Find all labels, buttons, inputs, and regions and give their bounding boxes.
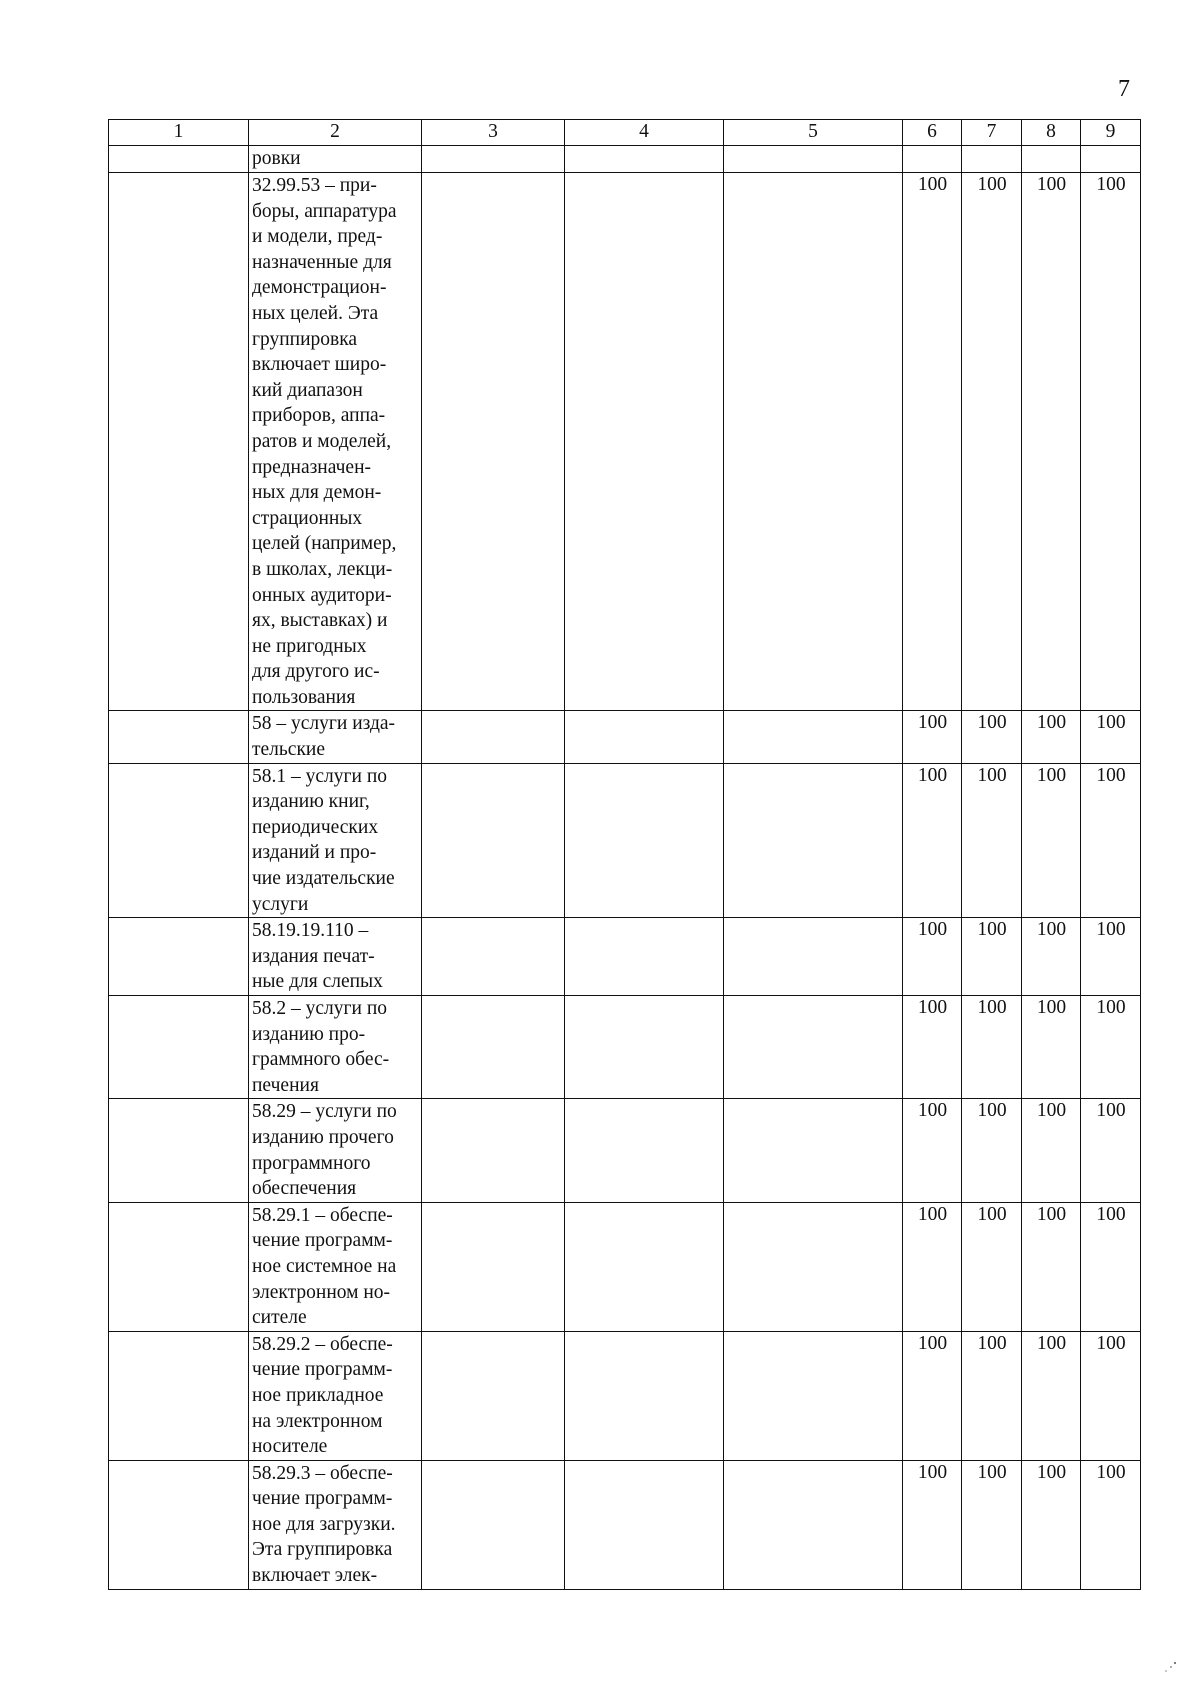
cell-col3 [422, 996, 565, 1099]
cell-col6: 100 [903, 1202, 962, 1331]
cell-col7: 100 [962, 1331, 1022, 1460]
table-row [109, 1331, 1141, 1460]
cell-col1 [109, 918, 249, 996]
cell-col9: 100 [1081, 173, 1141, 711]
table-row [109, 996, 1141, 1099]
cell-description: 58.1 – услуги по изданию книг, периодических изданий и про- чие издательские услуги [249, 763, 422, 918]
cell-col8: 100 [1022, 1331, 1081, 1460]
cell-col7: 100 [962, 711, 1022, 763]
cell-col8: 100 [1022, 996, 1081, 1099]
cell-col3 [422, 1460, 565, 1589]
cell-col6: 100 [903, 1099, 962, 1202]
cell-description: 58 – услуги изда- тельские [249, 711, 422, 763]
cell-col8: 100 [1022, 1460, 1081, 1589]
table-row [109, 918, 1141, 996]
page-number: 7 [1118, 76, 1130, 102]
cell-col4 [565, 1099, 724, 1202]
cell-col3 [422, 146, 565, 173]
cell-col7: 100 [962, 763, 1022, 918]
cell-col4 [565, 1202, 724, 1331]
table-row [109, 1099, 1141, 1202]
cell-col5 [724, 996, 903, 1099]
cell-col9: 100 [1081, 1099, 1141, 1202]
cell-col8: 100 [1022, 1202, 1081, 1331]
table-row [109, 146, 1141, 173]
cell-description: 58.29 – услуги по изданию прочего программного обеспечения [249, 1099, 422, 1202]
column-header-2: 2 [249, 120, 422, 146]
cell-col7: 100 [962, 918, 1022, 996]
cell-col6: 100 [903, 711, 962, 763]
cell-col4 [565, 1331, 724, 1460]
cell-col7: 100 [962, 173, 1022, 711]
table-row [109, 711, 1141, 763]
data-table [108, 119, 1141, 1590]
cell-col7: 100 [962, 1460, 1022, 1589]
cell-col8 [1022, 146, 1081, 173]
cell-description: 58.29.1 – обеспе- чение программ- ное системное на электронном но- сителе [249, 1202, 422, 1331]
cell-col6 [903, 146, 962, 173]
cell-col9: 100 [1081, 1331, 1141, 1460]
cell-col1 [109, 711, 249, 763]
cell-col8: 100 [1022, 1099, 1081, 1202]
cell-col3 [422, 918, 565, 996]
cell-description: 58.2 – услуги по изданию про- граммного обес- печения [249, 996, 422, 1099]
cell-col8: 100 [1022, 711, 1081, 763]
cell-col9: 100 [1081, 711, 1141, 763]
table-row [109, 1460, 1141, 1589]
column-header-9: 9 [1081, 120, 1141, 146]
cell-col5 [724, 1099, 903, 1202]
cell-col3 [422, 711, 565, 763]
cell-col4 [565, 1460, 724, 1589]
cell-col8: 100 [1022, 918, 1081, 996]
cell-col5 [724, 763, 903, 918]
cell-description: 58.19.19.110 – издания печат- ные для слепых [249, 918, 422, 996]
cell-col1 [109, 1099, 249, 1202]
cell-col6: 100 [903, 763, 962, 918]
cell-col5 [724, 1331, 903, 1460]
cell-col5 [724, 173, 903, 711]
cell-col9: 100 [1081, 996, 1141, 1099]
column-header-4: 4 [565, 120, 724, 146]
cell-col3 [422, 1331, 565, 1460]
cell-col1 [109, 146, 249, 173]
cell-col1 [109, 1331, 249, 1460]
table-row [109, 173, 1141, 711]
cell-col6: 100 [903, 173, 962, 711]
cell-col6: 100 [903, 1460, 962, 1589]
cell-col7 [962, 146, 1022, 173]
cell-col4 [565, 711, 724, 763]
cell-col1 [109, 763, 249, 918]
cell-col5 [724, 918, 903, 996]
cell-description: ровки [249, 146, 422, 173]
column-header-7: 7 [962, 120, 1022, 146]
header-row [109, 120, 1141, 146]
cell-col9 [1081, 146, 1141, 173]
cell-col9: 100 [1081, 1460, 1141, 1589]
cell-col7: 100 [962, 996, 1022, 1099]
cell-col3 [422, 763, 565, 918]
cell-col5 [724, 146, 903, 173]
cell-col1 [109, 996, 249, 1099]
cell-col6: 100 [903, 918, 962, 996]
column-header-8: 8 [1022, 120, 1081, 146]
cell-col1 [109, 173, 249, 711]
cell-col5 [724, 1202, 903, 1331]
cell-col9: 100 [1081, 763, 1141, 918]
cell-col6: 100 [903, 996, 962, 1099]
cell-col3 [422, 173, 565, 711]
column-header-3: 3 [422, 120, 565, 146]
cell-col5 [724, 711, 903, 763]
cell-col8: 100 [1022, 173, 1081, 711]
scan-specks [1163, 1660, 1181, 1674]
cell-col1 [109, 1460, 249, 1589]
cell-col4 [565, 996, 724, 1099]
cell-col4 [565, 146, 724, 173]
cell-col6: 100 [903, 1331, 962, 1460]
table-row [109, 1202, 1141, 1331]
cell-col3 [422, 1202, 565, 1331]
column-header-6: 6 [903, 120, 962, 146]
cell-col3 [422, 1099, 565, 1202]
table-row [109, 763, 1141, 918]
cell-col7: 100 [962, 1099, 1022, 1202]
column-header-5: 5 [724, 120, 903, 146]
cell-col4 [565, 918, 724, 996]
cell-col4 [565, 763, 724, 918]
cell-col9: 100 [1081, 918, 1141, 996]
column-header-1: 1 [109, 120, 249, 146]
cell-col4 [565, 173, 724, 711]
cell-description: 58.29.3 – обеспе- чение программ- ное для загрузки. Эта группировка включает элек- [249, 1460, 422, 1589]
cell-col8: 100 [1022, 763, 1081, 918]
cell-col5 [724, 1460, 903, 1589]
cell-col1 [109, 1202, 249, 1331]
cell-description: 58.29.2 – обеспе- чение программ- ное прикладное на электронном носителе [249, 1331, 422, 1460]
cell-col9: 100 [1081, 1202, 1141, 1331]
cell-col7: 100 [962, 1202, 1022, 1331]
cell-description: 32.99.53 – при- боры, аппаратура и модели, пред- назначенные для демонстрацион- ных целей. Эта группировка включает широ- кий диапазон приборов, аппа- ратов и моделей, предназначен- ных для демон- страционных целей (например, в школах, лекци- онных аудитори- ях, выставках) и не пригодных для другого ис- пользования [249, 173, 422, 711]
